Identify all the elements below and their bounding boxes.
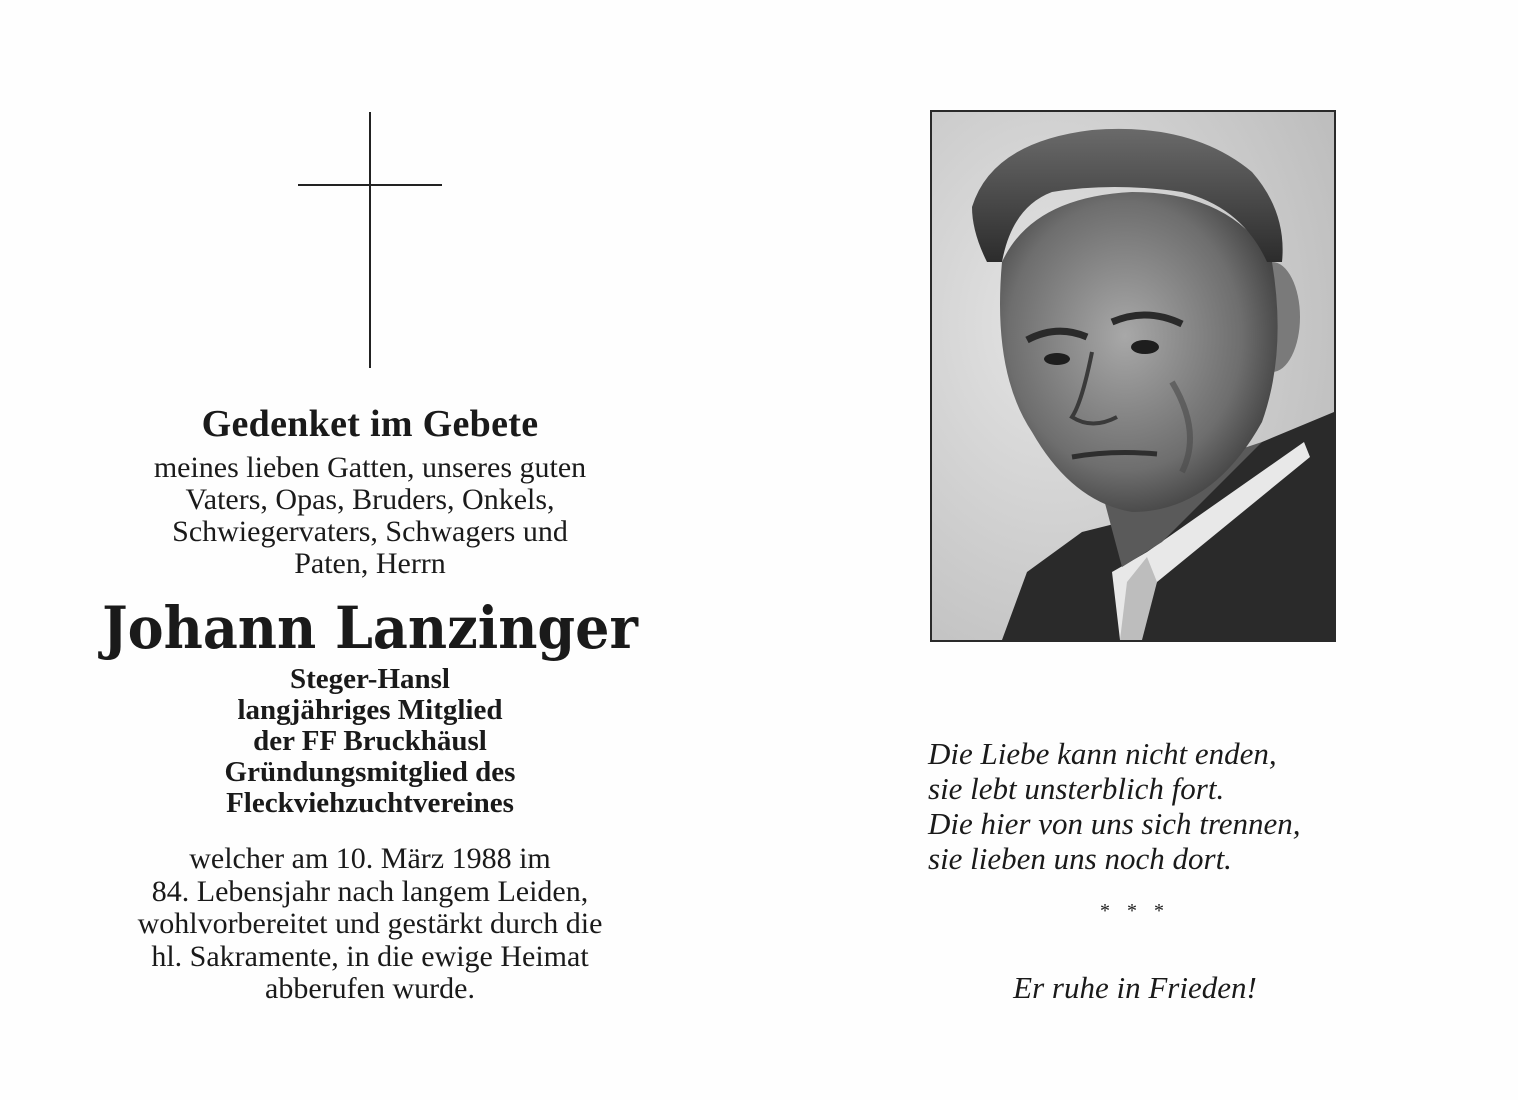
closing-blessing: Er ruhe in Frieden! [1013, 970, 1257, 1005]
deceased-titles [70, 664, 670, 819]
dedication-line: meines lieben Gatten, unseres guten [153, 451, 587, 484]
title-line: Steger-Hansl [289, 663, 450, 695]
death-line: abberufen wurde. [265, 972, 475, 1005]
portrait-photo [930, 110, 1336, 642]
dedication-line: Paten, Herrn [294, 547, 446, 580]
deceased-name: Johann Lanzinger [102, 594, 638, 662]
title-line: langjähriges Mitglied [237, 694, 503, 726]
separator-stars: * * * [1100, 900, 1170, 922]
death-line: wohlvorbereitet und gestärkt durch die [137, 907, 603, 940]
death-line: 84. Lebensjahr nach langem Leiden, [151, 874, 589, 908]
title-line: Fleckviehzuchtvereines [226, 787, 514, 819]
prayer-heading: Gedenket im Gebete [201, 403, 539, 445]
memorial-poem [928, 736, 1388, 876]
cross-icon [298, 112, 442, 368]
poem-line: sie lebt unsterblich fort. [928, 771, 1225, 806]
dedication-line: Vaters, Opas, Bruders, Onkels, [185, 483, 555, 516]
death-line: hl. Sakramente, in die ewige Heimat [151, 939, 589, 973]
death-line: welcher am 10. März 1988 im [189, 842, 551, 875]
dedication-text [70, 452, 670, 580]
title-line: der FF Bruckhäusl [253, 725, 487, 757]
poem-line: Die hier von uns sich trennen, [928, 806, 1301, 841]
poem-line: Die Liebe kann nicht enden, [928, 736, 1277, 771]
death-notice [70, 843, 670, 1006]
title-line: Gründungsmitglied des [224, 756, 516, 788]
poem-line: sie lieben uns noch dort. [928, 841, 1232, 876]
dedication-line: Schwiegervaters, Schwagers und [172, 515, 568, 548]
